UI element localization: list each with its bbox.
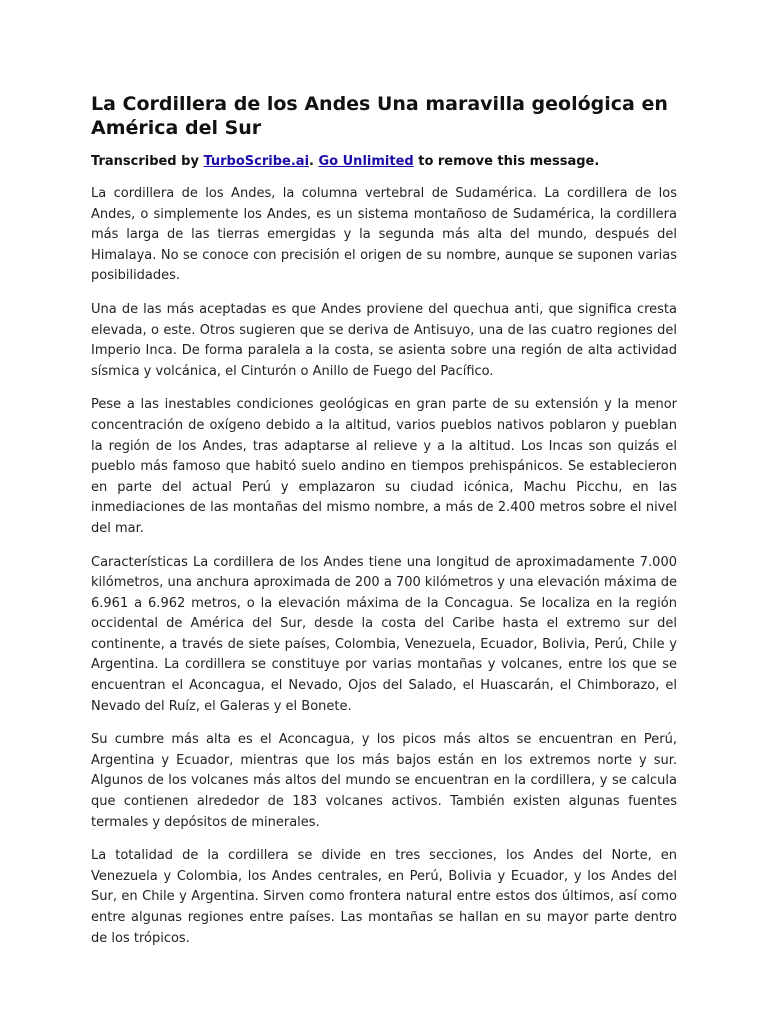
paragraph-1: La cordillera de los Andes, la columna vertebral de Sudamérica. La cordillera de los Andes, o simplemente los Andes, es un sistema montañoso de Sudamérica, la cordillera más larga de las tierras emergidas y la segunda más alta del mundo, después del Himalaya. No se conoce con precisión el origen de su nombre, aunque se suponen varias posibilidades. bbox=[91, 186, 677, 284]
paragraph-6: La totalidad de la cordillera se divide en tres secciones, los Andes del Norte, en Venezuela y Colombia, los Andes centrales, en Perú, Bolivia y Ecuador, y los Andes del Sur, en Chile y Argentina. Sirven como frontera natural entre estos dos últimos, así como entre algunas regiones entre países. Las montañas se hallan en su mayor parte dentro de los trópicos. bbox=[91, 848, 677, 946]
transcription-notice bbox=[91, 152, 677, 172]
turboscribe-link[interactable]: TurboScribe.ai bbox=[203, 154, 310, 169]
document-page bbox=[91, 92, 677, 962]
notice-suffix: to remove this message. bbox=[413, 154, 600, 169]
notice-prefix: Transcribed by bbox=[91, 154, 204, 169]
paragraph-3: Pese a las inestables condiciones geológicas en gran parte de su extensión y la menor concentración de oxígeno debido a la altitud, varios pueblos nativos poblaron y pueblan la región de los Andes, tras adaptarse al relieve y a la altitud. Los Incas son quizás el pueblo más famoso que habitó suelo andino en tiempos prehispánicos. Se establecieron en parte del actual Perú y emplazaron su ciudad icónica, Machu Picchu, en las inmediaciones de las montañas del mismo nombre, a más de 2.400 metros sobre el nivel del mar. bbox=[91, 397, 677, 536]
paragraph-5: Su cumbre más alta es el Aconcagua, y los picos más altos se encuentran en Perú, Argentina y Ecuador, mientras que los más bajos están en los extremos norte y sur. Algunos de los volcanes más altos del mundo se encuentran en la cordillera, y se calcula que contienen alrededor de 183 volcanes activos. También existen algunas fuentes termales y depósitos de minerales. bbox=[91, 732, 677, 830]
notice-middle: . bbox=[309, 154, 319, 169]
paragraph-2: Una de las más aceptadas es que Andes proviene del quechua anti, que significa cresta elevada, o este. Otros sugieren que se deriva de Antisuyo, una de las cuatro regiones del Imperio Inca. De forma paralela a la costa, se asienta sobre una región de alta actividad sísmica y volcánica, el Cinturón o Anillo de Fuego del Pacífico. bbox=[91, 301, 677, 379]
paragraph-4: Características La cordillera de los Andes tiene una longitud de aproximadamente 7.000 kilómetros, una anchura aproximada de 200 a 700 kilómetros y una elevación máxima de 6.961 a 6.962 metros, o la elevación máxima de la Concagua. Se localiza en la región occidental de América del Sur, desde la costa del Caribe hasta el extremo sur del continente, a través de siete países, Colombia, Venezuela, Ecuador, Bolivia, Perú, Chile y Argentina. La cordillera se constituye por varias montañas y volcanes, entre los que se encuentran el Aconcagua, el Nevado, Ojos del Salado, el Huascarán, el Chimborazo, el Nevado del Ruíz, el Galeras y el Bonete. bbox=[91, 554, 677, 714]
go-unlimited-link[interactable]: Go Unlimited bbox=[318, 154, 414, 169]
document-title: La Cordillera de los Andes Una maravilla geológica en América del Sur bbox=[91, 93, 668, 139]
